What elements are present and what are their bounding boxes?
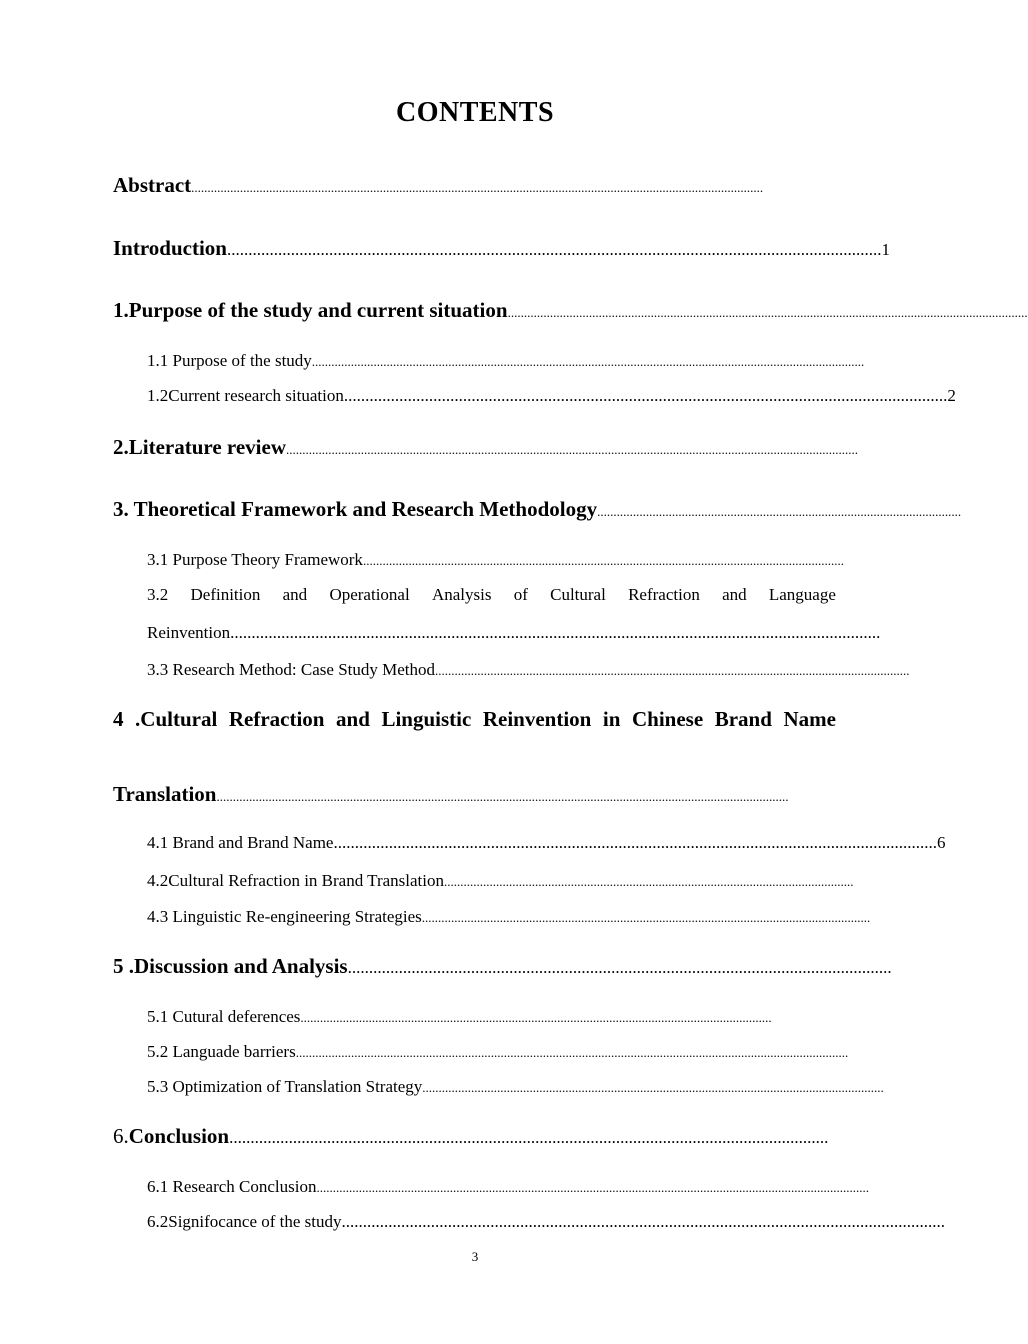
toc-label: 1.1 Purpose of the study	[147, 351, 312, 370]
toc-label-word: Refraction	[228, 707, 325, 731]
toc-label-word: 4	[113, 707, 124, 731]
toc-entry-introduction[interactable]	[113, 236, 890, 261]
toc-entry-5-3[interactable]	[147, 1077, 884, 1097]
toc-leader: ................................................................................................................................	[347, 958, 892, 977]
toc-label-word: Language	[768, 585, 836, 604]
toc-label-word: and	[722, 585, 747, 604]
page-number: 3	[471, 1249, 479, 1264]
toc-label: Reinvention	[147, 623, 231, 642]
toc-leader: ..........................................................................................................................................................................	[311, 354, 865, 369]
toc-label-word: 3.2	[147, 585, 169, 604]
toc-entry-abstract[interactable]	[113, 173, 837, 198]
toc-label-word: and	[336, 707, 370, 731]
toc-label: 2.Literature review	[113, 435, 286, 459]
toc-entry-section-6[interactable]	[113, 1124, 829, 1149]
toc-leader: .................................................................................................................................................	[300, 1010, 772, 1025]
toc-leader: ................................................................................................................................................................................	[286, 442, 858, 457]
toc-entry-section-2[interactable]	[113, 435, 858, 460]
toc-label-word: Refraction	[628, 585, 700, 604]
toc-leader: ..........................................................................................................................................................................	[316, 1180, 869, 1195]
toc-label-word: Brand	[714, 707, 772, 731]
toc-entry-6-1[interactable]	[147, 1177, 869, 1197]
toc-leader: ................................................................................................................................................................................	[216, 789, 789, 804]
toc-page-number: 1	[881, 240, 890, 259]
toc-label-word: of	[513, 585, 528, 604]
toc-entry-4-2[interactable]	[147, 871, 854, 891]
toc-entry-5-2[interactable]	[147, 1042, 849, 1062]
toc-label: Conclusion	[128, 1124, 230, 1148]
toc-leader: ................................................................................................................................................................................	[191, 180, 764, 195]
toc-entry-3-2[interactable]	[147, 585, 836, 605]
toc-label: 3. Theoretical Framework and Research Methodology	[113, 497, 598, 521]
toc-leader: ..........................................................................................................................................	[421, 910, 871, 925]
toc-entry-1-2[interactable]	[147, 386, 956, 406]
toc-label: 1.2Current research situation	[147, 386, 344, 405]
toc-label-word: Chinese	[631, 707, 704, 731]
toc-label: 3.1 Purpose Theory Framework	[147, 550, 363, 569]
toc-leader: .............................................................................................................................................	[229, 1128, 829, 1147]
toc-label: Abstract	[113, 173, 192, 197]
toc-label: 3.3 Research Method: Case Study Method	[147, 660, 436, 679]
toc-entry-4-1[interactable]	[147, 833, 946, 853]
toc-entry-3-3[interactable]	[147, 660, 910, 680]
toc-label: 4.3 Linguistic Re-engineering Strategies	[147, 907, 422, 926]
toc-section-number: 6.	[113, 1124, 129, 1148]
toc-label: 5.1 Cutural deferences	[147, 1007, 301, 1026]
toc-label-word: and	[282, 585, 308, 604]
page-title: CONTENTS	[395, 97, 555, 128]
toc-leader: ..........................................................................................................................................................	[226, 240, 882, 259]
toc-label: 6.2Signifocance of the study	[147, 1212, 342, 1231]
toc-page-number: 2	[947, 386, 956, 405]
toc-leader: ..............................................................................................................................................	[341, 1212, 946, 1231]
toc-label: Introduction	[113, 236, 227, 260]
toc-label: 5.2 Languade barriers	[147, 1042, 296, 1061]
toc-leader: ..............................................................................................................................	[444, 874, 854, 889]
toc-label: 5 .Discussion and Analysis	[113, 954, 348, 978]
toc-label: 6.1 Research Conclusion	[147, 1177, 317, 1196]
toc-leader: ..............................................................................................................................................	[333, 833, 937, 852]
toc-leader: .........................................................................................................................................................	[230, 623, 881, 642]
toc-entry-1-1[interactable]	[147, 351, 865, 371]
toc-entry-section-3[interactable]	[113, 497, 962, 522]
toc-entry-4-3[interactable]	[147, 907, 871, 927]
toc-entry-section-4-continued[interactable]	[113, 782, 833, 807]
toc-leader: ..............................................................................................................................................	[422, 1080, 884, 1095]
toc-entry-5-1[interactable]	[147, 1007, 772, 1027]
toc-label: 4.2Cultural Refraction in Brand Translation	[147, 871, 444, 890]
toc-leader: ..........................................................................................................................................................................	[295, 1045, 849, 1060]
toc-page-number: 6	[936, 833, 946, 852]
toc-label-word: Definition	[190, 585, 261, 604]
toc-label: 4.1 Brand and Brand Name	[147, 833, 334, 852]
toc-label-word: Operational	[329, 585, 410, 604]
toc-label-word: in	[602, 707, 621, 731]
toc-leader: ....................................................................................................................................................	[362, 553, 844, 568]
toc-label-word: Cultural	[550, 585, 606, 604]
toc-entry-3-1[interactable]	[147, 550, 844, 570]
toc-entry-3-2-continued[interactable]	[147, 623, 881, 643]
toc-label: Translation	[113, 782, 217, 806]
toc-leader: ................................................................................................................................................................	[507, 305, 1028, 320]
toc-leader: ................................................................................................................	[597, 504, 962, 519]
toc-leader: ..................................................................................................................................................	[435, 663, 910, 678]
toc-label-word: .Cultural	[135, 707, 218, 731]
toc-label: 5.3 Optimization of Translation Strategy	[147, 1077, 423, 1096]
toc-entry-6-2[interactable]	[147, 1212, 946, 1232]
toc-leader: ..............................................................................................................................................	[343, 386, 948, 405]
toc-entry-section-1[interactable]	[113, 298, 1028, 323]
toc-entry-section-4[interactable]	[113, 707, 836, 732]
toc-label-word: Analysis	[431, 585, 492, 604]
toc-label-word: Linguistic	[381, 707, 472, 731]
toc-label-word: Name	[783, 707, 836, 731]
toc-label: 1.Purpose of the study and current situation	[113, 298, 508, 322]
toc-entry-section-5[interactable]	[113, 954, 892, 979]
toc-label-word: Reinvention	[482, 707, 592, 731]
